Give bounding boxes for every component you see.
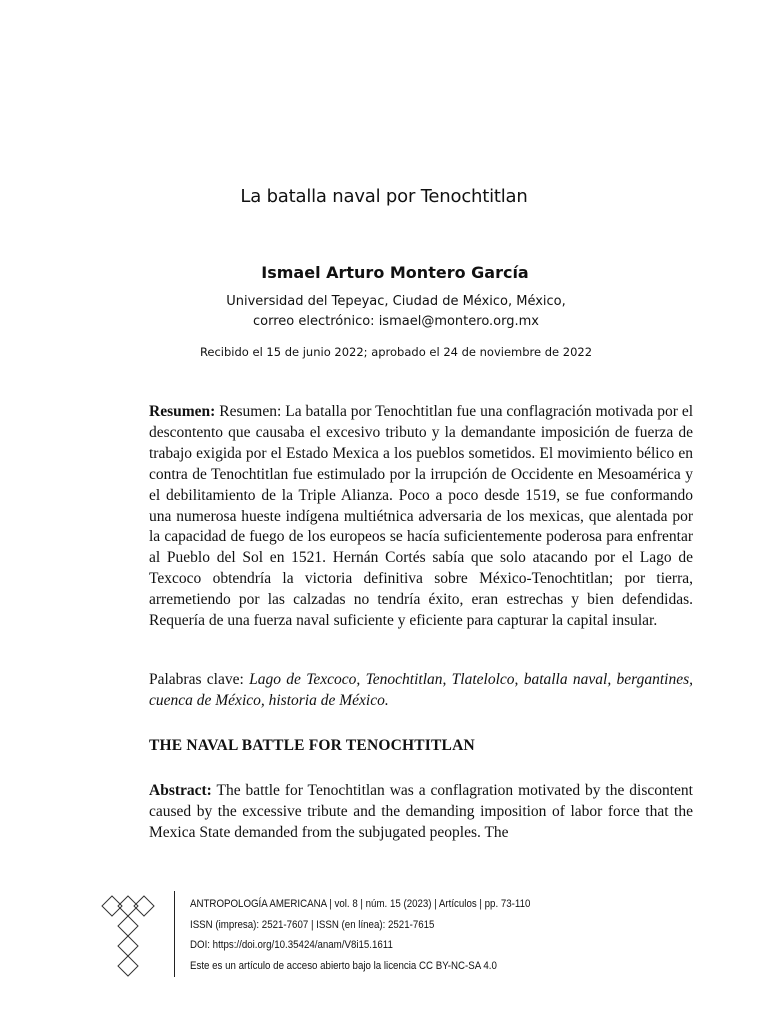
article-title: La batalla naval por Tenochtitlan (240, 186, 528, 207)
resumen-paragraph (149, 402, 693, 632)
author-name: Ismael Arturo Montero García (261, 263, 529, 282)
abstract-label: Abstract: (149, 782, 212, 799)
footer-journal-info: ANTROPOLOGÍA AMERICANA | vol. 8 | núm. 15 (2023) | Artículos | pp. 73-110 (190, 898, 531, 910)
footer-divider (174, 891, 175, 977)
keywords-text: Lago de Texcoco, Tenochtitlan, Tlatelolco, batalla naval, bergantines, cuenca de México, historia de México. (149, 671, 693, 709)
footer-doi: DOI: https://doi.org/10.35424/anam/V8i15.1611 (190, 939, 393, 952)
resumen-text: Resumen: La batalla por Tenochtitlan fue una conflagración motivada por el descontento que causaba el excesivo tributo y la demandante imposición de fuerza de trabajo exigida por el Estado Mexica a los pueblos sometidos. El movimiento bélico en contra de Tenochtitlan fue estimulado por la irrupción de Occidente en Mesoamérica y el debilitamiento de la Triple Alianza. Poco a poco desde 1519, se fue conformando una numerosa hueste indígena multiétnica adversaria de los mexicas, que alentada por la capacidad de fuego de los europeos se hacía suficientemente poderosa para enfrentar al Pueblo del Sol en 1521. Hernán Cortés sabía que solo atacando por el Lago de Texcoco obtendría la victoria definitiva sobre México-Tenochtitlan; por tierra, arremetiendo por las calzadas no tendría éxito, eran estrechas y bien defendidas. Requería de una fuerza naval suficiente y eficiente para capturar la capital insular. (149, 403, 694, 630)
resumen-label: Resumen: (149, 403, 216, 420)
keywords-label: Palabras clave: (149, 671, 244, 688)
affiliation-line-2: correo electrónico: ismael@montero.org.mx (253, 314, 539, 329)
received-approved-dates: Recibido el 15 de junio 2022; aprobado el 24 de noviembre de 2022 (199, 345, 593, 359)
keywords-paragraph (149, 670, 693, 712)
affiliation-line-1: Universidad del Tepeyac, Ciudad de México, México, (226, 294, 566, 309)
footer-citation (190, 894, 530, 976)
footer-license: Este es un artículo de acceso abierto bajo la licencia CC BY-NC-SA 4.0 (190, 959, 497, 972)
footer-issn: ISSN (impresa): 2521-7607 | ISSN (en línea): 2521-7615 (190, 918, 435, 931)
abstract-text: The battle for Tenochtitlan was a conflagration motivated by the discontent caused by the excessive tribute and the demanding imposition of labor force that the Mexica State demanded from the subjugated peoples. The (149, 782, 693, 841)
english-title: THE NAVAL BATTLE FOR TENOCHTITLAN (149, 737, 475, 754)
journal-logo-icon (98, 888, 160, 978)
author-affiliation (0, 292, 768, 332)
abstract-paragraph (149, 781, 693, 844)
